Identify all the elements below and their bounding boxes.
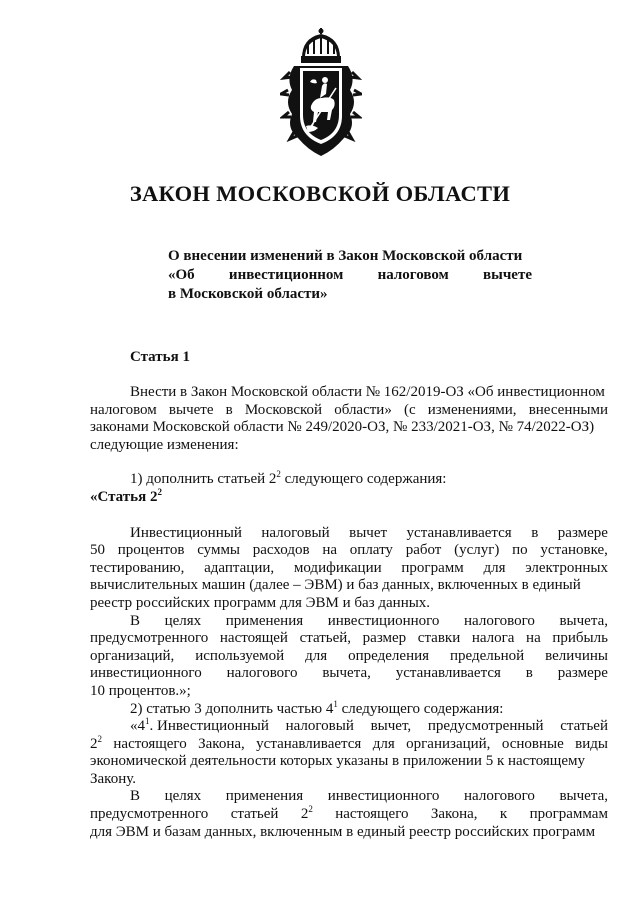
- moscow-oblast-coat-of-arms-icon: [280, 28, 362, 160]
- word: статьей: [560, 718, 608, 735]
- body-line: [90, 753, 608, 771]
- text-run: реестр российских программ для ЭВМ и баз данных.: [90, 594, 431, 611]
- word: предусмотренного: [90, 806, 209, 823]
- body-line: [90, 560, 608, 578]
- word: В: [130, 788, 141, 805]
- body-line: [90, 665, 608, 683]
- word: вычет,: [370, 718, 412, 735]
- word: [301, 806, 313, 824]
- body-line: [90, 630, 608, 648]
- word: адаптации,: [204, 559, 275, 576]
- paragraph-1: [90, 525, 608, 613]
- subject-line-1: О внесении изменений в Закон Московской области: [168, 248, 523, 264]
- body-line: [90, 718, 608, 736]
- body-line: [90, 683, 608, 701]
- intro-paragraph: [90, 384, 608, 454]
- word: применения: [225, 612, 304, 629]
- text-run: «Статья 2: [90, 488, 158, 505]
- word: Закона,: [198, 735, 245, 752]
- body-line: [90, 733, 608, 754]
- word: размере: [557, 665, 608, 682]
- word: применения: [225, 788, 304, 805]
- word: для: [372, 735, 395, 752]
- text-run: 2: [300, 806, 309, 823]
- item-2: [90, 698, 608, 719]
- word: предусмотренный: [427, 718, 544, 735]
- text-run: следующие изменения:: [90, 436, 239, 453]
- text-run: для ЭВМ и базам данных, включенным в единый реестр российских программ: [90, 823, 596, 840]
- superscript: 1: [333, 698, 338, 709]
- superscript: 2: [157, 486, 162, 497]
- word: настоящего: [113, 735, 187, 752]
- text-run: 10 процентов.»;: [90, 682, 191, 699]
- word: тестированию,: [90, 559, 185, 576]
- word: [130, 718, 269, 736]
- word: целях: [164, 788, 202, 805]
- text-run: . Инвестиционный: [149, 718, 269, 735]
- body-line: [90, 806, 608, 824]
- word: расходов: [252, 542, 310, 559]
- word: налоговый: [285, 718, 354, 735]
- text-run: следующего содержания:: [337, 700, 504, 717]
- word: электронных: [525, 559, 608, 576]
- word: размере: [557, 524, 608, 541]
- body-line: [90, 525, 608, 543]
- word: основные: [501, 735, 564, 752]
- text-run: вычислительных машин (далее – ЭВМ) и баз данных, включенных в единый: [90, 577, 581, 594]
- superscript: 2: [308, 804, 313, 815]
- word: вычете: [168, 401, 214, 418]
- body-line: [90, 771, 608, 789]
- word: устанавливается: [256, 735, 362, 752]
- text-run: следующего содержания:: [280, 471, 447, 488]
- word: прибыль: [552, 630, 608, 647]
- word: на: [526, 630, 541, 647]
- body-line: [90, 824, 608, 842]
- body-line: [90, 419, 608, 437]
- subject-line-3: в Московской области»: [168, 286, 328, 302]
- word: статьей,: [299, 630, 352, 647]
- subject-word: налоговом: [377, 267, 449, 283]
- word: целях: [164, 612, 202, 629]
- word: в: [525, 665, 533, 682]
- word: статьей: [230, 806, 279, 823]
- body-line: [90, 384, 608, 402]
- word: налоговый: [261, 524, 330, 541]
- superscript: 2: [97, 733, 102, 744]
- body-line: [90, 648, 608, 666]
- word: для: [305, 647, 328, 664]
- body-line: [90, 613, 608, 631]
- subject-word: «Об: [168, 267, 195, 283]
- word: программам: [529, 806, 608, 823]
- word: налогового: [226, 665, 298, 682]
- word: виды: [575, 735, 608, 752]
- word: (услуг): [454, 542, 500, 559]
- word: налога: [471, 630, 515, 647]
- document-title: ЗАКОН МОСКОВСКОЙ ОБЛАСТИ: [129, 181, 511, 206]
- subject-word: инвестиционном: [228, 267, 344, 283]
- body-line: [90, 402, 608, 420]
- word: вычет: [349, 524, 388, 541]
- body-line: [90, 595, 608, 613]
- spacer: [90, 507, 608, 525]
- word: 50: [90, 542, 105, 559]
- law-subject: [168, 247, 532, 304]
- word: области»: [334, 401, 392, 418]
- word: ставки: [417, 630, 461, 647]
- word: В: [130, 612, 141, 629]
- word: Закона,: [430, 806, 478, 823]
- word: Московской: [244, 401, 323, 418]
- text-run: законами Московской области № 249/2020-ОЗ, № 233/2021-ОЗ, № 74/2022-ОЗ): [90, 419, 595, 436]
- document-body: [90, 384, 608, 841]
- word: модификации: [293, 559, 382, 576]
- word: определения: [348, 647, 430, 664]
- word: изменениями,: [427, 401, 517, 418]
- paragraph-2: [90, 613, 608, 701]
- article-heading: Статья 1: [130, 349, 190, 365]
- word: налогового: [464, 612, 535, 629]
- word: организаций,: [406, 735, 491, 752]
- text-run: экономической деятельности которых указаны в приложении 5 к настоящему: [90, 753, 586, 770]
- body-line: [90, 542, 608, 560]
- word: на: [322, 542, 338, 559]
- word: программ: [401, 559, 464, 576]
- word: инвестиционного: [327, 612, 440, 629]
- word: внесенными: [528, 401, 608, 418]
- word: (с: [403, 401, 416, 418]
- word: для: [483, 559, 506, 576]
- word: процентов: [117, 542, 185, 559]
- text-run: «4: [130, 718, 145, 735]
- word: настоящей: [219, 630, 288, 647]
- word: работ: [405, 542, 442, 559]
- word: устанавливается: [406, 524, 512, 541]
- word: оплату: [349, 542, 393, 559]
- word: вычета,: [559, 788, 608, 805]
- word: в: [531, 524, 539, 541]
- word: Инвестиционный: [130, 524, 242, 541]
- word: настоящего: [335, 806, 409, 823]
- word: инвестиционного: [90, 665, 202, 682]
- word: размер: [362, 630, 407, 647]
- text-run: 1) дополнить статьей 2: [130, 471, 277, 488]
- word: вычета,: [322, 665, 371, 682]
- word: налогового: [464, 788, 535, 805]
- text-run: 2) статью 3 дополнить частью 4: [130, 700, 334, 717]
- item-1: [90, 471, 608, 489]
- word: предельной: [450, 647, 525, 664]
- subject-word: вычете: [483, 267, 532, 283]
- body-line: [90, 788, 608, 806]
- text-run: Внести в Закон Московской области № 162/2019-ОЗ «Об инвестиционном: [130, 384, 605, 400]
- body-line: [90, 577, 608, 595]
- body-line: [90, 437, 608, 455]
- text-run: Закону.: [90, 770, 136, 787]
- word: организаций,: [90, 647, 175, 664]
- word: к: [499, 806, 508, 823]
- word: в: [225, 401, 233, 418]
- superscript: 2: [276, 469, 281, 480]
- word: вычета,: [559, 612, 608, 629]
- word: устанавливается: [395, 665, 501, 682]
- paragraph-4: [90, 788, 608, 841]
- paragraph-3: [90, 718, 608, 788]
- word: инвестиционного: [327, 788, 440, 805]
- word: предусмотренного: [90, 630, 209, 647]
- word: величины: [545, 647, 608, 664]
- subject-line-2: [168, 266, 532, 285]
- word: суммы: [197, 542, 241, 559]
- text-run: 2: [90, 735, 98, 752]
- word: налоговом: [90, 401, 157, 418]
- word: используемой: [195, 647, 285, 664]
- word: [90, 733, 102, 754]
- word: по: [512, 542, 528, 559]
- new-article-heading: [90, 486, 608, 507]
- word: установке,: [540, 542, 608, 559]
- superscript: 1: [145, 716, 150, 727]
- spacer: [90, 454, 608, 471]
